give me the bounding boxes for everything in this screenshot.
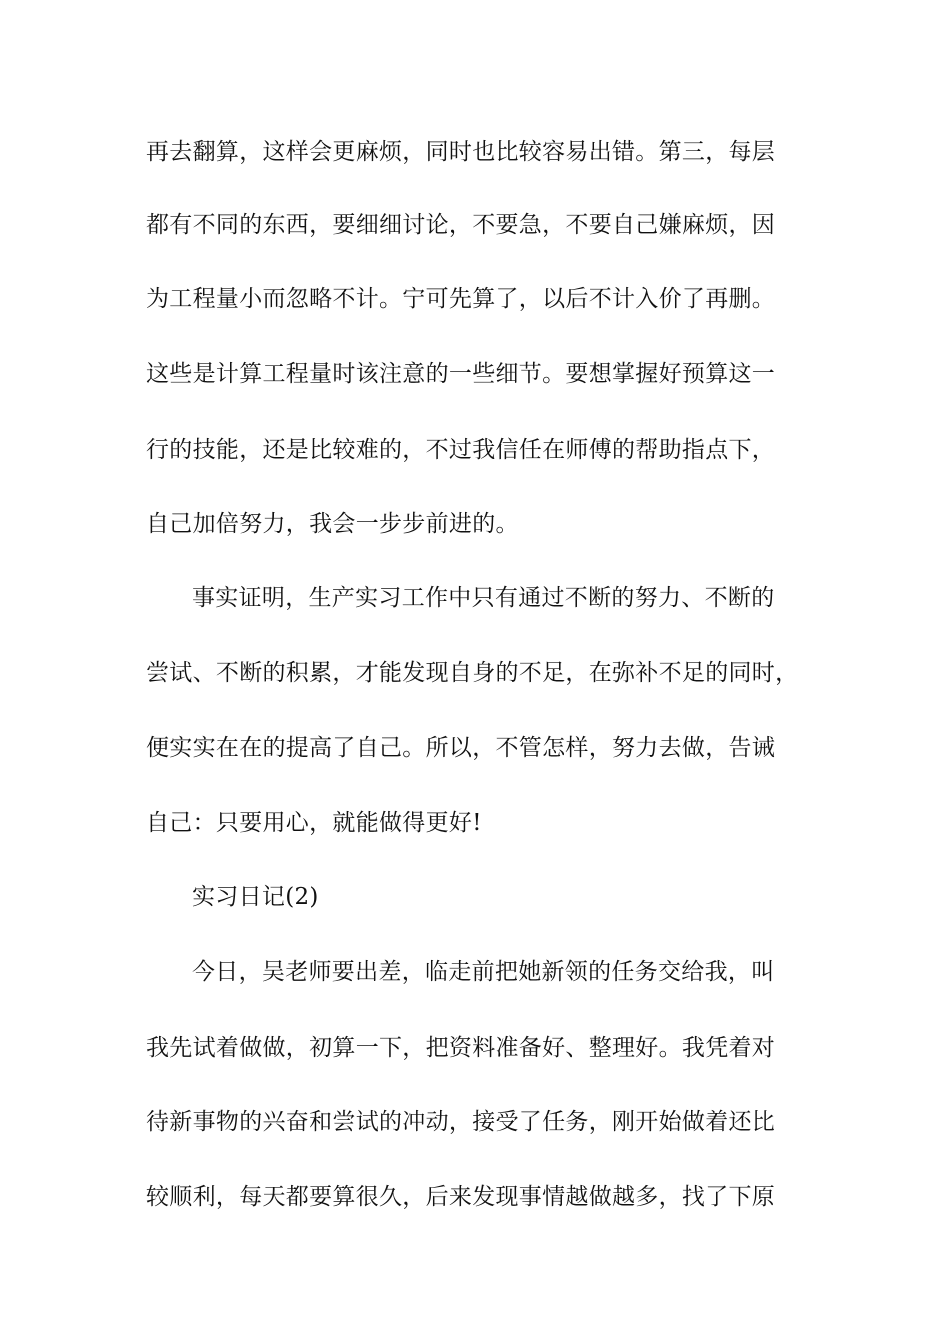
paragraph-line-13: 待新事物的兴奋和尝试的冲动，接受了任务，刚开始做着还比 <box>146 1109 776 1135</box>
paragraph-line-1: 再去翻算，这样会更麻烦，同时也比较容易出错。第三，每层 <box>146 139 776 165</box>
paragraph-line-14: 较顺利，每天都要算很久，后来发现事情越做越多，找了下原 <box>146 1184 776 1210</box>
section-heading: 实习日记(2) <box>192 884 319 910</box>
paragraph-line-9: 便实实在在的提高了自己。所以，不管怎样，努力去做，告诫 <box>146 735 776 761</box>
paragraph-line-4: 这些是计算工程量时该注意的一些细节。要想掌握好预算这一 <box>146 361 776 387</box>
paragraph-line-8: 尝试、不断的积累，才能发现自身的不足，在弥补不足的同时， <box>146 660 799 686</box>
paragraph-line-10: 自己：只要用心，就能做得更好! <box>146 810 482 836</box>
paragraph-line-11: 今日，吴老师要出差，临走前把她新领的任务交给我，叫 <box>192 959 775 985</box>
paragraph-line-12: 我先试着做做，初算一下，把资料准备好、整理好。我凭着对 <box>146 1035 776 1061</box>
paragraph-line-6: 自己加倍努力，我会一步步前进的。 <box>146 511 519 537</box>
paragraph-line-3: 为工程量小而忽略不计。宁可先算了，以后不计入价了再删。 <box>146 286 776 312</box>
paragraph-line-2: 都有不同的东西，要细细讨论，不要急，不要自己嫌麻烦，因 <box>146 212 776 238</box>
paragraph-line-5: 行的技能，还是比较难的，不过我信任在师傅的帮助指点下， <box>146 437 776 463</box>
paragraph-line-7: 事实证明，生产实习工作中只有通过不断的努力、不断的 <box>192 585 775 611</box>
